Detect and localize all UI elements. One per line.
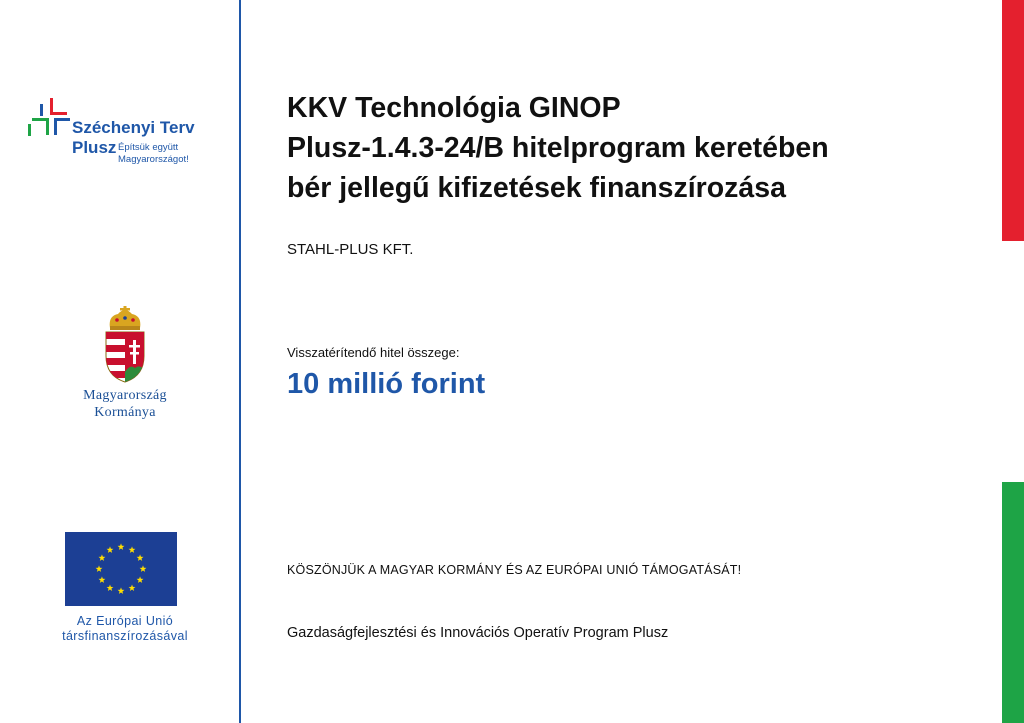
eu-line-1: Az Európai Unió <box>76 614 174 628</box>
eu-line-2: társfinanszírozásával <box>62 629 188 643</box>
szechenyi-plus: Plusz <box>72 138 117 157</box>
hungarian-coat-of-arms-icon <box>100 306 150 384</box>
thanks-text: KÖSZÖNJÜK A MAGYAR KORMÁNY ÉS AZ EURÓPAI UNIÓ TÁMOGATÁSÁT! <box>287 563 742 577</box>
eu-text <box>30 614 220 644</box>
szechenyi-cross-icon <box>28 98 72 142</box>
government-text <box>40 387 210 421</box>
eu-logo <box>30 532 220 652</box>
flag-stripe-green <box>1002 482 1024 723</box>
amount-value: 10 millió forint <box>287 368 486 400</box>
szechenyi-slogan <box>118 142 189 166</box>
title-line-2: Plusz-1.4.3-24/B hitelprogram keretében <box>287 132 829 164</box>
company-name: STAHL-PLUS KFT. <box>287 241 414 258</box>
eu-flag-icon <box>65 532 177 606</box>
title-line-1: KKV Technológia GINOP <box>287 92 621 124</box>
slogan-line-1: Építsük együtt <box>118 142 179 153</box>
government-line-2: Kormánya <box>94 405 156 420</box>
slogan-line-2: Magyarországot! <box>118 154 189 165</box>
vertical-divider <box>239 0 241 723</box>
government-line-1: Magyarország <box>83 388 167 403</box>
page-title <box>287 88 967 208</box>
flag-stripe-red <box>1002 0 1024 241</box>
program-name: Gazdaságfejlesztési és Innovációs Operatív Program Plusz <box>287 625 669 641</box>
szechenyi-terv-logo <box>28 96 228 176</box>
government-logo <box>40 300 210 430</box>
amount-label: Visszatérítendő hitel összege: <box>287 345 460 360</box>
title-line-3: bér jellegű kifizetések finanszírozása <box>287 172 786 204</box>
szechenyi-title: Széchenyi Terv <box>72 118 195 137</box>
